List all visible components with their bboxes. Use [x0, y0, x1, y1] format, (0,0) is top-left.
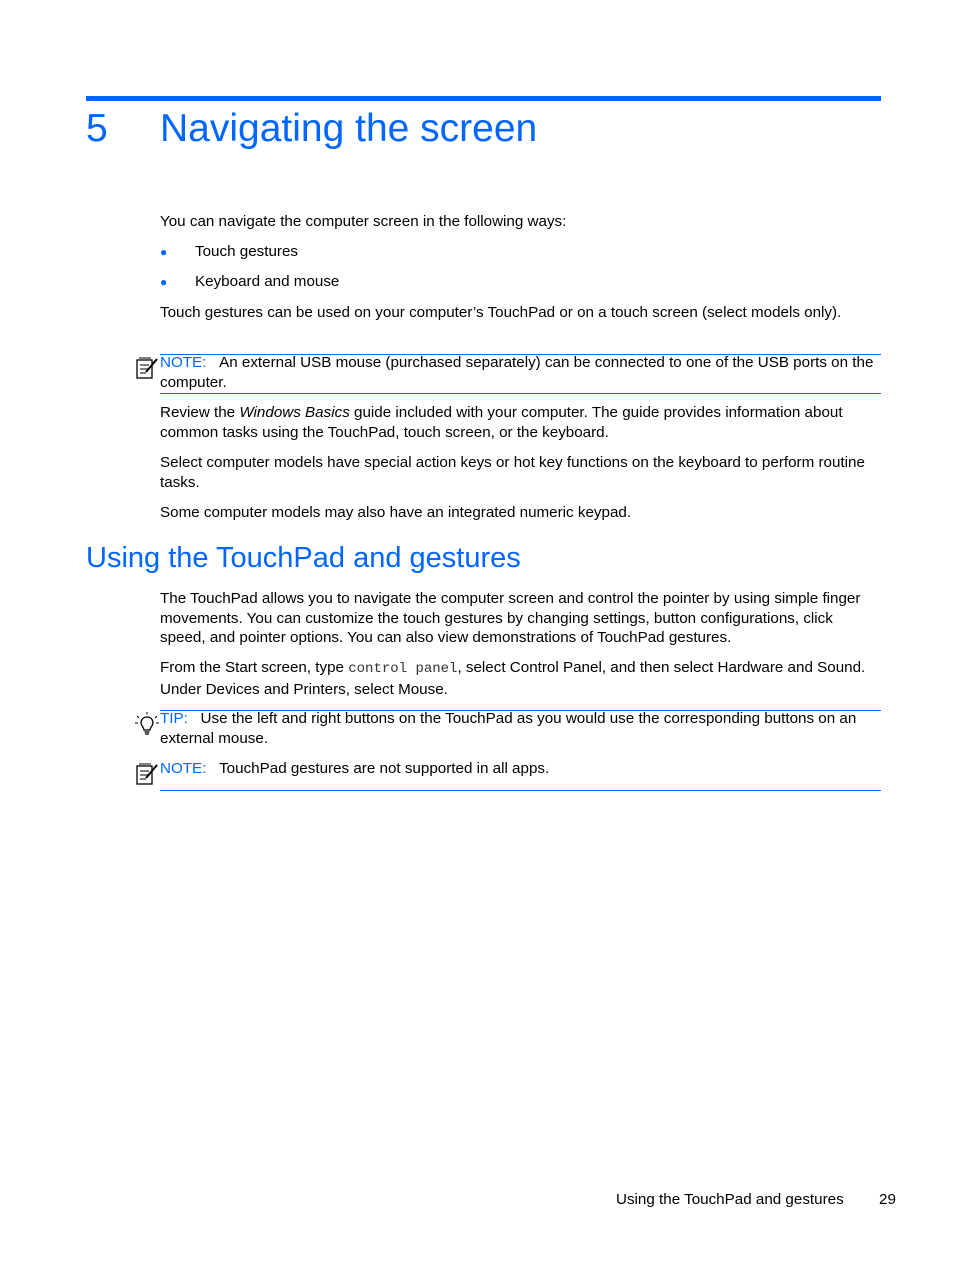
footer-section: Using the TouchPad and gestures [616, 1191, 844, 1208]
list-item: Touch gestures [195, 243, 298, 260]
note-paragraph [160, 759, 882, 779]
ui-term: Control Panel [509, 659, 602, 676]
text-run: guide included with your computer. The guide provides information about common tasks using the TouchPad, touch screen, or the keyboard. [160, 404, 843, 441]
text-run: . Under [160, 659, 866, 698]
ui-term: Devices and Printers [205, 680, 346, 698]
text-run: Review the [160, 404, 240, 421]
some-paragraph: Some computer models may also have an integrated numeric keypad. [160, 504, 632, 521]
chapter-title: Navigating the screen [160, 107, 538, 150]
select-paragraph: Select computer models have special action keys or hot key functions on the keyboard to perform routine tasks. [160, 454, 865, 491]
note-bottom-rule [160, 790, 881, 791]
tip-paragraph [160, 709, 882, 748]
note-label: NOTE: [160, 760, 207, 777]
ui-term: Mouse [398, 680, 444, 698]
text-run: , and then select [601, 659, 718, 676]
note-icon [134, 355, 160, 381]
text-run: From the Start screen, type [160, 659, 349, 676]
list-item: Keyboard and mouse [195, 273, 340, 290]
note-paragraph [160, 353, 882, 392]
review-paragraph [160, 403, 882, 442]
text-run: . [443, 680, 448, 698]
intro-paragraph: You can navigate the computer screen in the following ways: [160, 213, 567, 230]
text-run: , select [457, 659, 510, 676]
lightbulb-icon [134, 711, 160, 737]
ui-term: Hardware and Sound [717, 659, 862, 676]
note-bottom-rule [160, 393, 881, 394]
bullet-icon: ● [160, 245, 168, 259]
code-text: control panel [348, 661, 458, 677]
page-number: 29 [879, 1191, 896, 1208]
instructions-paragraph [160, 658, 882, 699]
text-run: , select [345, 680, 399, 698]
note-label: NOTE: [160, 354, 207, 371]
chapter-rule [86, 96, 881, 101]
touch-paragraph: Touch gestures can be used on your computer’s TouchPad or on a touch screen (select models only). [160, 304, 842, 321]
guide-title: Windows Basics [239, 404, 350, 421]
note-text: An external USB mouse (purchased separately) can be connected to one of the USB ports on the computer. [160, 354, 874, 391]
note-icon [134, 761, 160, 787]
tip-label: TIP: [160, 710, 188, 727]
touchpad-paragraph: The TouchPad allows you to navigate the computer screen and control the pointer by using simple finger movements. You can customize the touch gestures by changing settings, button configurations, click speed, and pointer options. You can also view demonstrations of TouchPad gestures. [160, 590, 861, 646]
chapter-number: 5 [86, 107, 108, 150]
note-text: TouchPad gestures are not supported in all apps. [219, 760, 550, 777]
bullet-icon: ● [160, 275, 168, 289]
section-title: Using the TouchPad and gestures [86, 542, 521, 574]
tip-text: Use the left and right buttons on the TouchPad as you would use the corresponding buttons on an external mouse. [160, 710, 857, 747]
